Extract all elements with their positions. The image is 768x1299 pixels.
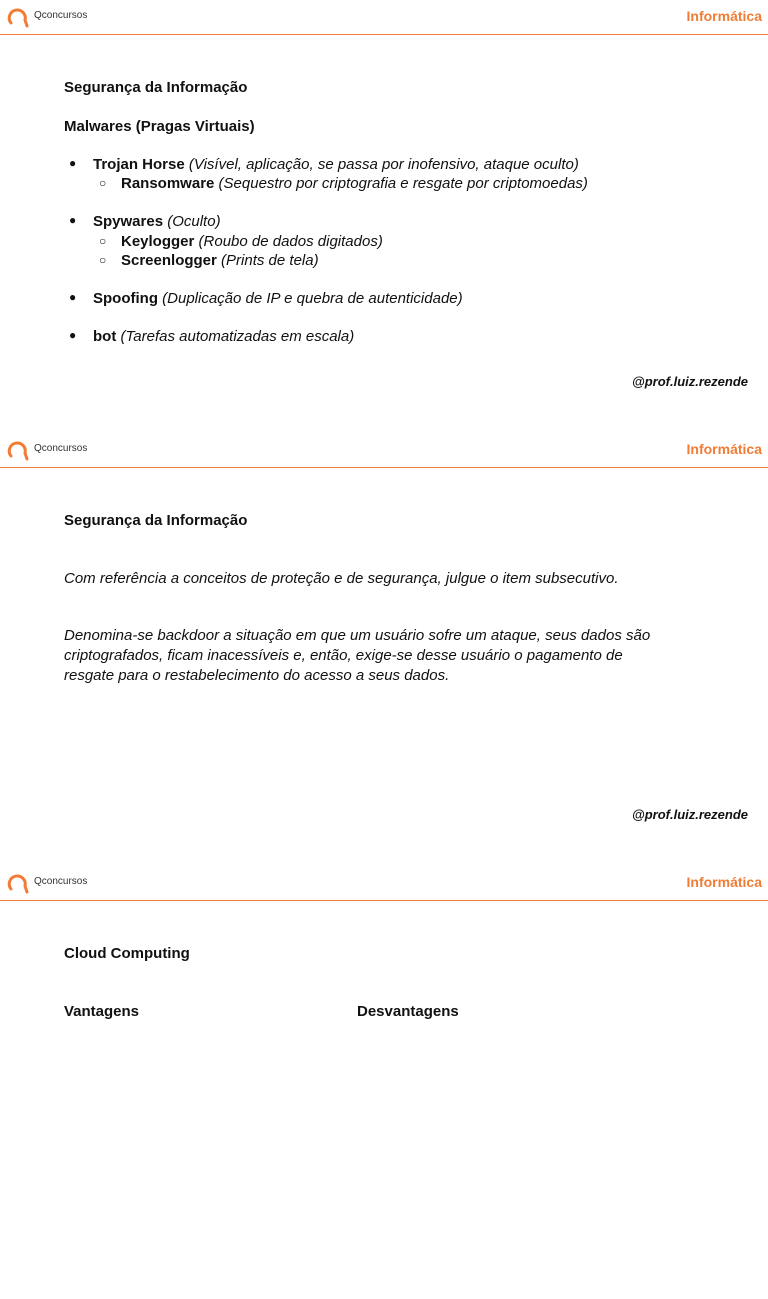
section-label: Informática <box>686 874 762 890</box>
list-item: ○ Screenlogger (Prints de tela) <box>99 252 319 269</box>
slide-1 <box>0 0 768 433</box>
qconcursos-logo-icon <box>7 870 29 894</box>
brand-name: Qconcursos <box>34 443 88 454</box>
list-item: ○ Keylogger (Roubo de dados digitados) <box>99 233 383 250</box>
circle-bullet-icon: ○ <box>99 234 107 248</box>
brand-name: Qconcursos <box>34 10 88 21</box>
slide-header <box>0 433 768 468</box>
slide-3 <box>0 866 768 1299</box>
brand-name: Qconcursos <box>34 876 88 887</box>
list-item: ● Spywares (Oculto) <box>69 213 221 230</box>
list-item: ● Spoofing (Duplicação de IP e quebra de autenticidade) <box>69 290 463 307</box>
question-intro: Com referência a conceitos de proteção e de segurança, julgue o item subsecutivo. <box>64 570 619 587</box>
list-item: ● bot (Tarefas automatizadas em escala) <box>69 328 355 345</box>
bullet-icon: ● <box>69 290 77 304</box>
slide-title: Segurança da Informação <box>64 512 248 529</box>
section-label: Informática <box>686 8 762 24</box>
list-item: ● Trojan Horse (Visível, aplicação, se passa por inofensivo, ataque oculto) <box>69 156 579 173</box>
slide-header <box>0 0 768 35</box>
bullet-icon: ● <box>69 328 77 342</box>
bullet-icon: ● <box>69 213 77 227</box>
author-handle: @prof.luiz.rezende <box>632 807 748 822</box>
bullet-icon: ● <box>69 156 77 170</box>
qconcursos-logo-icon <box>7 4 29 28</box>
question-statement: Denomina-se backdoor a situação em que um usuário sofre um ataque, seus dados são criptografados, ficam inacessíveis e, então, exige-se desse usuário o pagamento de resgate para o restabelecimento do acesso a seus dados. <box>64 627 651 684</box>
circle-bullet-icon: ○ <box>99 176 107 190</box>
section-label: Informática <box>686 441 762 457</box>
author-handle: @prof.luiz.rezende <box>632 374 748 389</box>
slide-subtitle: Malwares (Pragas Virtuais) <box>64 118 255 135</box>
disadvantages-heading: Desvantagens <box>357 1003 459 1020</box>
advantages-heading: Vantagens <box>64 1003 140 1020</box>
list-item: ○ Ransomware (Sequestro por criptografia e resgate por criptomoedas) <box>99 175 588 192</box>
qconcursos-logo-icon <box>7 437 29 461</box>
slide-title: Segurança da Informação <box>64 79 248 96</box>
slide-header <box>0 866 768 901</box>
slide-title: Cloud Computing <box>64 945 190 962</box>
slide-2 <box>0 433 768 866</box>
circle-bullet-icon: ○ <box>99 253 107 267</box>
